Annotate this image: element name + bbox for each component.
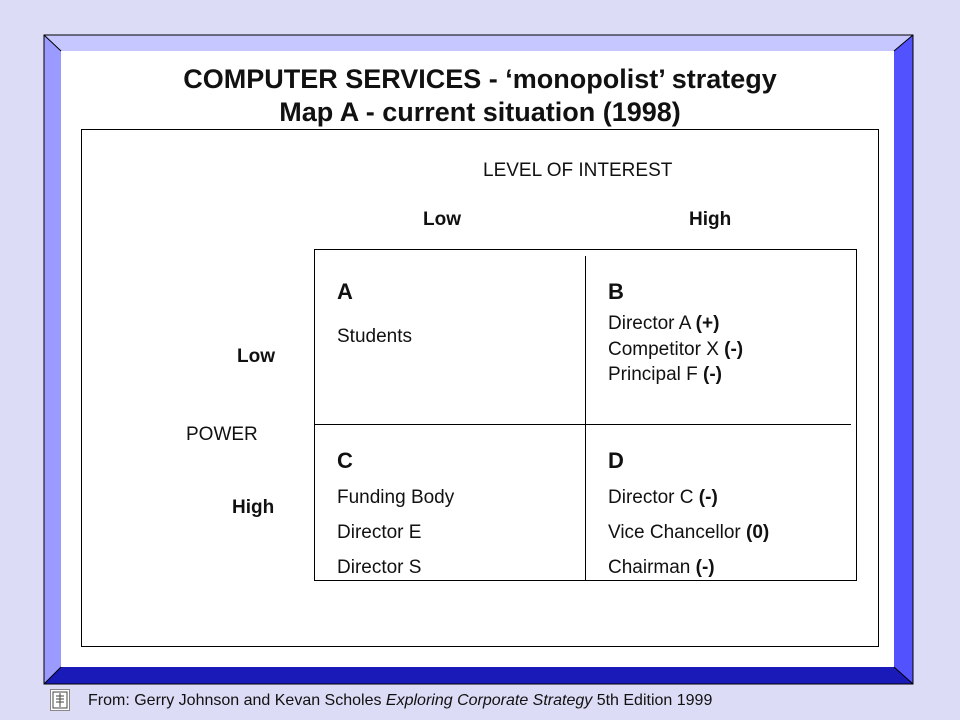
stakeholder-name: Students — [337, 326, 412, 347]
interest-high-label: High — [689, 209, 732, 230]
quadrant-c-item — [337, 557, 421, 579]
stakeholder-name: Chairman — [608, 557, 691, 578]
source-citation — [88, 692, 712, 710]
frame-left-bevel — [44, 35, 61, 684]
quadrant-c-letter: C — [337, 448, 353, 473]
slide-title: COMPUTER SERVICES - ‘monopolist’ strategy — [183, 64, 777, 94]
quadrant-c-item — [337, 522, 421, 544]
stakeholder-name: Director C — [608, 487, 694, 508]
power-high-label: High — [232, 497, 275, 518]
quadrant-b-letter: B — [608, 279, 624, 304]
stakeholder-name: Director E — [337, 522, 422, 543]
stakeholder-name: Director A — [608, 313, 691, 334]
frame-top-bevel — [44, 35, 913, 51]
quadrant-d-item — [608, 487, 718, 509]
power-low-label: Low — [237, 346, 275, 367]
stakeholder-attitude: (-) — [698, 487, 718, 508]
quadrant-d-item — [608, 557, 715, 579]
power-axis-label: POWER — [186, 424, 258, 445]
interest-axis-label: LEVEL OF INTEREST — [483, 160, 673, 181]
quadrant-b-item — [608, 364, 722, 386]
citation-suffix: 5th Edition 1999 — [592, 692, 713, 709]
quadrant-d-letter: D — [608, 448, 624, 473]
stakeholder-name: Principal F — [608, 364, 698, 385]
quadrant-b-item — [608, 339, 743, 361]
stakeholder-attitude: (-) — [695, 557, 715, 578]
interest-low-label: Low — [423, 209, 461, 230]
stakeholder-name: Vice Chancellor — [608, 522, 741, 543]
stakeholder-name: Director S — [337, 557, 422, 578]
frame-right-bevel — [894, 35, 913, 684]
frame-bottom-bevel — [44, 667, 913, 684]
stakeholder-name: Funding Body — [337, 487, 455, 508]
quadrant-a-letter: A — [337, 279, 353, 304]
citation-prefix: From: Gerry Johnson and Kevan Scholes — [88, 692, 386, 709]
quadrant-b-item — [608, 313, 719, 335]
quadrant-a-item — [337, 326, 412, 348]
matrix-vertical-divider — [585, 256, 586, 581]
quadrant-c-item — [337, 487, 454, 509]
stakeholder-attitude: (+) — [695, 313, 720, 334]
citation-book-title: Exploring Corporate Strategy — [385, 692, 593, 709]
slide-subtitle: Map A - current situation (1998) — [279, 97, 681, 127]
stakeholder-attitude: (0) — [746, 522, 770, 543]
stakeholder-attitude: (-) — [724, 339, 744, 360]
matrix-horizontal-divider — [314, 424, 851, 425]
book-icon — [50, 689, 70, 711]
quadrant-d-item — [608, 522, 769, 544]
stakeholder-attitude: (-) — [703, 364, 723, 385]
stakeholder-name: Competitor X — [608, 339, 719, 360]
